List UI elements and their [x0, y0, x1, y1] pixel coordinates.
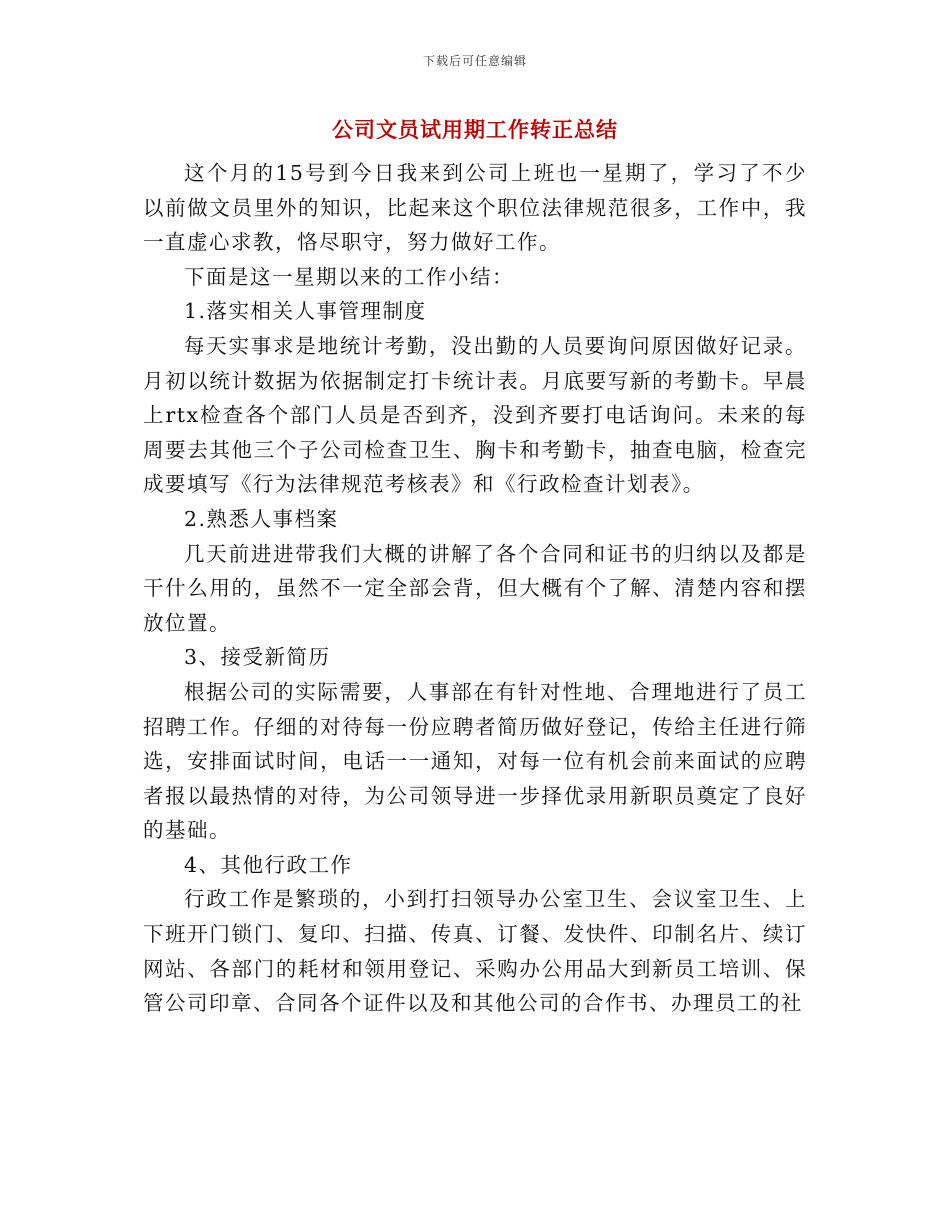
section-heading-4: 4、其他行政工作	[184, 852, 353, 877]
paragraph-section-2: 几天前进进带我们大概的讲解了各个合同和证书的归纳以及都是干什么用的，虽然不一定全部会背，但大概有个了解、清楚内容和摆放位置。	[143, 541, 807, 635]
paragraph-intro: 这个月的15号到今日我来到公司上班也一星期了，学习了不少以前做文员里外的知识，比起来这个职位法律规范很多，工作中，我一直虚心求教，恪尽职守，努力做好工作。	[143, 161, 807, 255]
document-body	[143, 156, 807, 1021]
paragraph-section-3: 根据公司的实际需要，人事部在有针对性地、合理地进行了员工招聘工作。仔细的对待每一份应聘者简历做好登记，传给主任进行筛选，安排面试时间，电话一一通知，对每一位有机会前来面试的应聘者报以最热情的对待，为公司领导进一步择优录用新职员奠定了良好的基础。	[143, 679, 807, 843]
document-title: 公司文员试用期工作转正总结	[332, 117, 618, 142]
section-heading-1: 1.落实相关人事管理制度	[184, 299, 427, 324]
paragraph-section-1: 每天实事求是地统计考勤，没出勤的人员要询问原因做好记录。月初以统计数据为依据制定打卡统计表。月底要写新的考勤卡。早晨上rtx检查各个部门人员是否到齐，没到齐要打电话询问。未来的每周要去其他三个子公司检查卫生、胸卡和考勤卡，抽查电脑，检查完成要填写《行为法律规范考核表》和《行政检查计划表》。	[143, 333, 807, 497]
paragraph-summary-lead: 下面是这一星期以来的工作小结：	[184, 264, 514, 289]
section-heading-3: 3、接受新简历	[184, 645, 331, 670]
section-heading-2: 2.熟悉人事档案	[184, 506, 339, 531]
paragraph-section-4: 行政工作是繁琐的，小到打扫领导办公室卫生、会议室卫生、上下班开门锁门、复印、扫描、传真、订餐、发快件、印制名片、续订网站、各部门的耗材和领用登记、采购办公用品大到新员工培训、保管公司印章、合同各个证件以及和其他公司的合作书、办理员工的社	[143, 887, 807, 1016]
page-header-note: 下载后可任意编辑	[422, 54, 527, 68]
